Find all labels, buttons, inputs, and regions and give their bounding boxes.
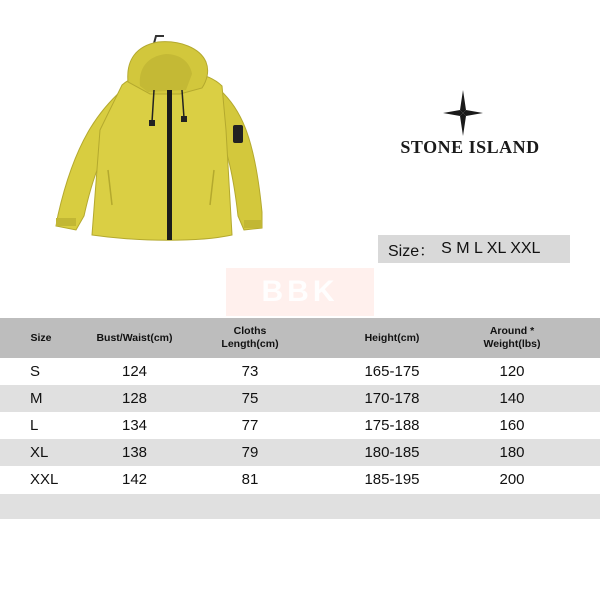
- size-summary-values: S M L XL XXL: [441, 240, 541, 257]
- brand-logo: [385, 85, 555, 165]
- cell-length: 81: [241, 471, 259, 488]
- header-weight-line2: Weight(lbs): [483, 338, 541, 350]
- watermark: BBK: [226, 268, 374, 316]
- table-row: [0, 385, 600, 412]
- header-bust-waist: Bust/Waist(cm): [96, 331, 173, 344]
- header-length-line1: Cloths: [233, 325, 267, 337]
- table-row: [0, 358, 600, 385]
- cell-height: 175-188: [364, 417, 420, 434]
- cell-bust: 134: [121, 417, 148, 434]
- cell-length: 79: [241, 444, 259, 461]
- header-weight: [456, 318, 568, 358]
- cell-size: XL: [30, 444, 49, 461]
- jacket-illustration: [30, 30, 280, 255]
- header-length: [210, 318, 290, 358]
- cell-height: 185-195: [364, 471, 420, 488]
- cell-weight: 120: [499, 363, 525, 380]
- cell-height: 165-175: [364, 363, 420, 380]
- cell-length: 75: [241, 390, 259, 407]
- header-length-line2: Length(cm): [221, 338, 279, 350]
- cell-weight: 160: [499, 417, 525, 434]
- cell-bust: 128: [121, 390, 148, 407]
- size-summary-label: Size：: [388, 242, 436, 260]
- brand-name: STONE ISLAND: [400, 137, 540, 157]
- cell-length: 73: [241, 363, 259, 380]
- cell-weight: 180: [499, 444, 525, 461]
- cell-bust: 124: [121, 363, 148, 380]
- header-weight-line1: Around *: [489, 325, 535, 337]
- header-size: Size: [30, 331, 52, 344]
- cell-weight: 140: [499, 390, 525, 407]
- cell-height: 170-178: [364, 390, 420, 407]
- cell-height: 180-185: [364, 444, 420, 461]
- size-summary: [378, 235, 570, 263]
- cell-bust: 142: [121, 471, 148, 488]
- table-row: [0, 466, 600, 493]
- product-image: [30, 30, 280, 255]
- cell-length: 77: [241, 417, 259, 434]
- table-footer-bar: [0, 494, 600, 519]
- cell-bust: 138: [121, 444, 148, 461]
- table-row: [0, 439, 600, 466]
- cell-weight: 200: [499, 471, 525, 488]
- table-row: [0, 412, 600, 439]
- size-chart-table: [0, 318, 600, 519]
- cell-size: S: [30, 363, 41, 380]
- compass-rose-icon: [443, 90, 483, 136]
- cell-size: M: [30, 390, 43, 407]
- header-height: Height(cm): [364, 331, 420, 344]
- cell-size: XXL: [30, 471, 59, 488]
- table-header-row: [0, 318, 600, 358]
- cell-size: L: [30, 417, 39, 434]
